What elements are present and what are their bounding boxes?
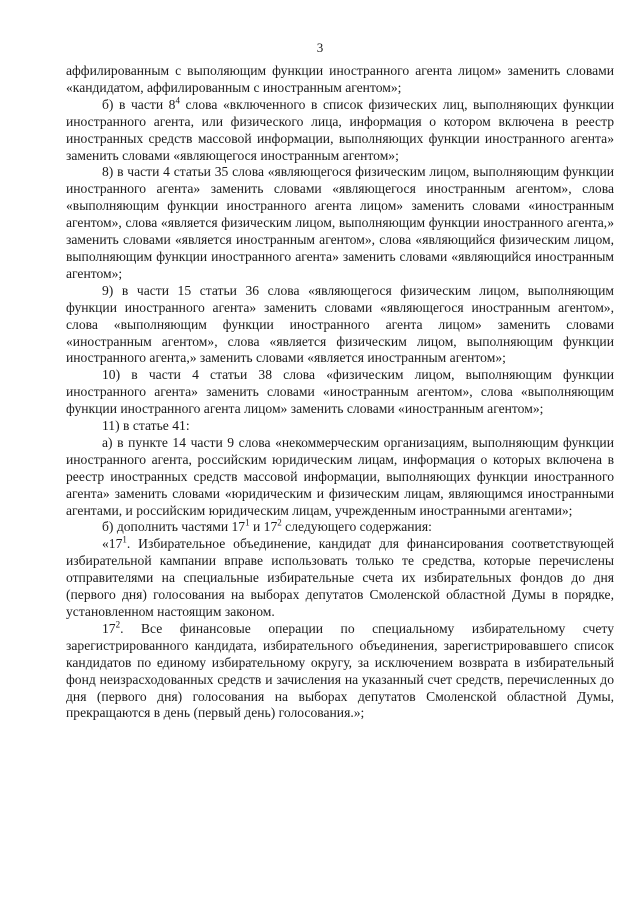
paragraph-text: б) дополнить частями 17 — [102, 519, 246, 535]
paragraph: 10) в части 4 статьи 38 слова «физическим лицом, выполняющим функции иностранного агента» заменить словами «иностранным агентом», слова «выполняющим функции иностранного агента лицом» заменить словами «иностранным агентом»; — [66, 367, 614, 417]
superscript: 4 — [175, 95, 180, 106]
paragraph: аффилированным с выполяющим функции иностранного агента лицом» заменить словами «кандидатом, аффилированным с иностранным агентом»; — [66, 63, 614, 95]
paragraph — [66, 519, 614, 536]
paragraph: а) в пункте 14 части 9 слова «некоммерческим организациям, выполняющим функции иностранного агента, российским юридическим лицам, информация о которых включена в реестр иностранных средств массовой информации, выполняющих функции иностранного агента» заменить словами «юридическим и физическим лицам, являющимся иностранными агентами, и российским юридическим лицам, учрежденным иностранными агентами»; — [66, 434, 614, 518]
page-number: 3 — [316, 40, 324, 55]
paragraph: 8) в части 4 статьи 35 слова «являющегося физическим лицом, выполняющим функции иностранного агента» заменить словами «являющегося иностранным агентом», слова «выполняющим функции иностранного агента лицом» заменить словами «иностранным агентом», слова «является физическим лицом, выполняющим функции иностранного агента,» заменить словами «является иностранным агентом», слова «являющийся физическим лицом, выполняющим функции иностранного агента» заменить словами «являющийся иностранным агентом»; — [66, 164, 614, 281]
superscript: 1 — [122, 534, 127, 545]
paragraph-text: слова «включенного в список физических лиц, выполняющих функции иностранного агента, или физического лица, информация о котором включена в реестр иностранных средств массовой информации, выполняющих функции иностранного агента» заменить словами «являющегося иностранным агентом»; — [66, 96, 614, 163]
paragraph — [66, 536, 614, 621]
paragraph — [66, 97, 614, 165]
superscript: 2 — [115, 619, 121, 630]
paragraph-text: 17 — [102, 620, 116, 636]
paragraph: 11) в статье 41: — [102, 418, 190, 434]
document-body — [66, 63, 614, 722]
paragraph-text: . Все финансовые операции по специальному избирательному счету зарегистрированного кандидата, избирательного объединения, зарегистрировавшего список кандидатов по единому избирательному округу, за исключением возврата в избирательный фонд неизрасходованных средств и зачисления на указанный счет средств, перечисленных до дня (первого дня) голосования на выборах депутатов Смоленской областной Думы, прекращаются в день (первый день) голосования.»; — [66, 620, 614, 721]
paragraph: 9) в части 15 статьи 36 слова «являющегося физическим лицом, выполняющим функции иностранного агента» заменить словами «являющегося иностранным агентом», слова «выполняющим функции иностранного агента лицом» заменить словами «иностранным агентом», слова «является физическим лицом, выполняющим функции иностранного агента,» заменить словами «является иностранным агентом»; — [66, 282, 614, 366]
paragraph-text: . Избирательное объединение, кандидат для финансирования соответствующей избирательной кампании вправе использовать только те средства, которые перечислены отправителями на специальные избирательные счета их избирательных фондов до дня (первого дня) голосования на выборах депутатов Смоленской областной Думы в порядке, установленном настоящим законом. — [66, 536, 614, 619]
paragraph-text: «17 — [102, 536, 123, 552]
paragraph-text: и 17 — [249, 519, 278, 535]
paragraph-text: следующего содержания: — [281, 519, 432, 535]
paragraph — [66, 621, 614, 722]
paragraph-text: б) в части 8 — [102, 96, 176, 112]
superscript: 1 — [245, 517, 250, 528]
superscript: 2 — [277, 517, 282, 528]
